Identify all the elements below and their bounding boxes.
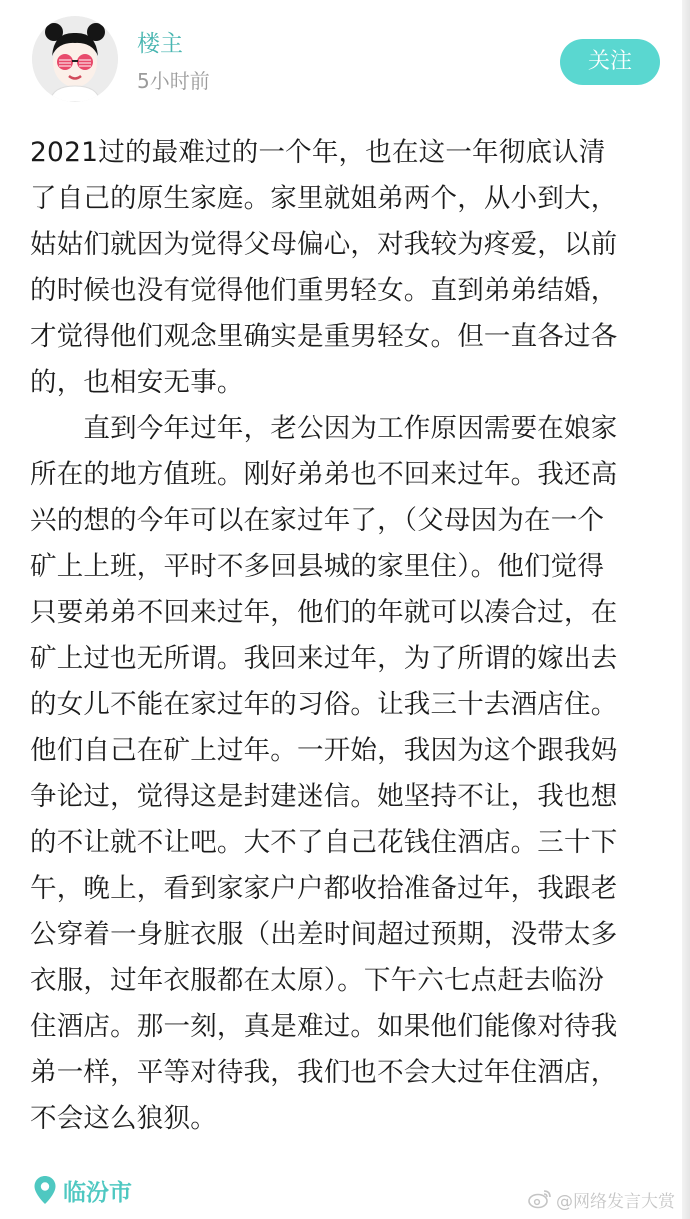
post-header	[0, 0, 690, 125]
follow-button[interactable]: 关注	[560, 39, 660, 85]
author-name[interactable]: 楼主	[137, 31, 183, 57]
post-timestamp: 5小时前	[137, 69, 210, 93]
post-text-line: 的，也相安无事。	[30, 367, 244, 398]
post-text-line: 才觉得他们观念里确实是重男轻女。但一直各过各	[30, 321, 618, 352]
watermark-text: @网络发言大赏	[556, 1191, 675, 1212]
location-label: 临汾市	[63, 1179, 132, 1206]
post-text-line: 矿上过也无所谓。我回来过年，为了所谓的嫁出去	[30, 643, 618, 674]
post-text-line: 了自己的原生家庭。家里就姐弟两个，从小到大，	[30, 183, 618, 214]
post-text-line: 只要弟弟不回来过年，他们的年就可以凑合过，在	[30, 597, 618, 628]
post-text-line: 兴的想的今年可以在家过年了，（父母因为在一个	[30, 505, 605, 536]
post-text-line: 所在的地方值班。刚好弟弟也不回来过年。我还高	[30, 459, 618, 490]
avatar[interactable]	[32, 16, 118, 102]
location-pin-icon	[33, 1175, 57, 1205]
location-tag[interactable]	[33, 1172, 132, 1208]
post-text-line: 的不让就不让吧。大不了自己花钱住酒店。三十下	[30, 827, 618, 858]
post-content	[30, 130, 666, 1142]
watermark	[528, 1186, 675, 1212]
post-text-line: 弟一样，平等对待我，我们也不会大过年住酒店，	[30, 1057, 618, 1088]
post-text-line: 不会这么狼狈。	[30, 1103, 217, 1134]
post-text-line: 衣服，过年衣服都在太原）。下午六七点赶去临汾	[30, 965, 605, 996]
scrollbar[interactable]	[682, 0, 690, 1219]
post-text-line: 矿上上班，平时不多回县城的家里住）。他们觉得	[30, 551, 605, 582]
post-text-line: 的女儿不能在家过年的习俗。让我三十去酒店住。	[30, 689, 618, 720]
post-text-line: 他们自己在矿上过年。一开始，我因为这个跟我妈	[30, 735, 618, 766]
post-text-line: 2021过的最难过的一个年，也在这一年彻底认清	[30, 137, 606, 168]
post-text-line: 住酒店。那一刻，真是难过。如果他们能像对待我	[30, 1011, 618, 1042]
weibo-logo-icon	[528, 1189, 552, 1209]
post-text-line: 直到今年过年，老公因为工作原因需要在娘家	[30, 413, 618, 444]
post-text-line: 午，晚上，看到家家户户都收拾准备过年，我跟老	[30, 873, 618, 904]
post-text-line: 争论过，觉得这是封建迷信。她坚持不让，我也想	[30, 781, 618, 812]
post-text-line: 姑姑们就因为觉得父母偏心，对我较为疼爱，以前	[30, 229, 618, 260]
post-text-line: 的时候也没有觉得他们重男轻女。直到弟弟结婚，	[30, 275, 618, 306]
post-text-line: 公穿着一身脏衣服（出差时间超过预期，没带太多	[30, 919, 618, 950]
cartoon-avatar-icon	[32, 16, 118, 102]
